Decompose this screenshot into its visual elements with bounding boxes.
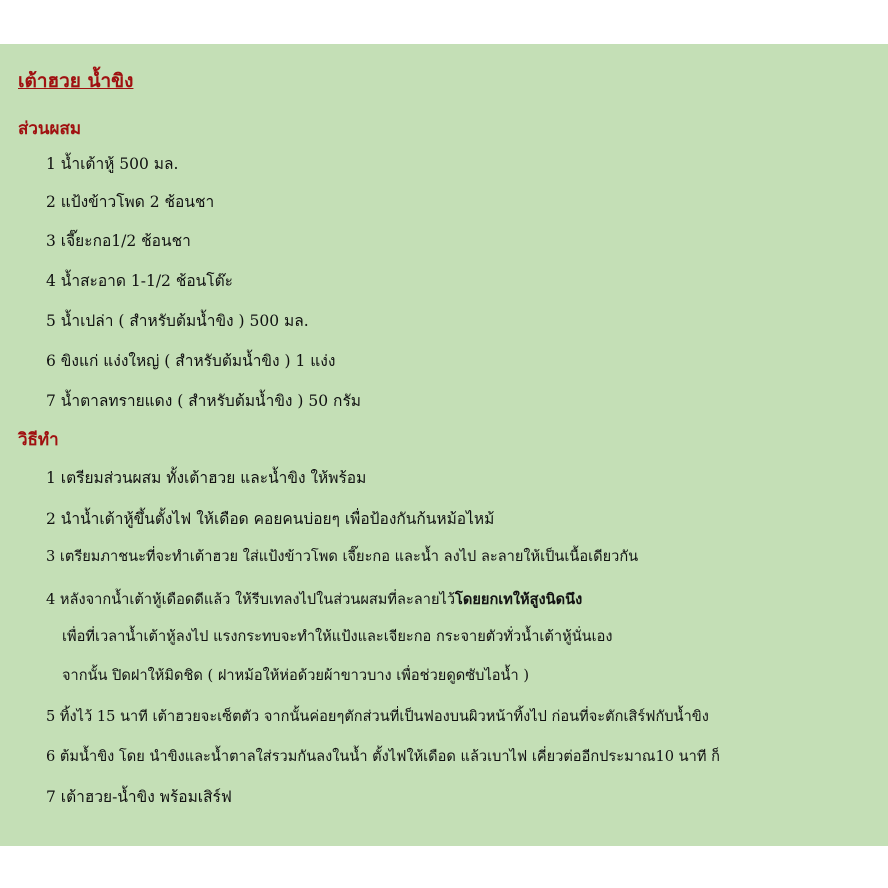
method-step: 7 เต้าฮวย-น้ำขิง พร้อมเสิร์ฟ bbox=[46, 788, 232, 806]
ingredient-item: 7 น้ำตาลทรายแดง ( สำหรับต้มน้ำขิง ) 50 กรัม bbox=[46, 392, 361, 410]
method-step: 3 เตรียมภาชนะที่จะทำเต้าฮวย ใส่แป้งข้าวโพด เจี๊ยะกอ และน้ำ ลงไป ละลายให้เป็นเนื้อเดียวกัน bbox=[46, 548, 639, 565]
method-step: 2 นำน้ำเต้าหู้ขึ้นตั้งไฟ ให้เดือด คอยคนบ่อยๆ เพื่อป้องกันก้นหม้อไหม้ bbox=[46, 510, 495, 528]
ingredient-item: 1 น้ำเต้าหู้ 500 มล. bbox=[46, 155, 179, 173]
method-step-continued: จากนั้น ปิดฝาให้มิดชิด ( ฝาหม้อให้ห่อด้วยผ้าขาวบาง เพื่อช่วยดูดซับไอน้ำ ) bbox=[62, 667, 530, 684]
method-step-continued: เพื่อที่เวลาน้ำเต้าหู้ลงไป แรงกระทบจะทำให้แป้งและเจียะกอ กระจายตัวทั่วน้ำเต้าหู้นั่นเอง bbox=[62, 628, 613, 645]
recipe-title: เต้าฮวย น้ำขิง bbox=[18, 70, 134, 92]
ingredient-item: 5 น้ำเปล่า ( สำหรับต้มน้ำขิง ) 500 มล. bbox=[46, 312, 309, 330]
ingredient-item: 6 ขิงแก่ แง่งใหญ่ ( สำหรับต้มน้ำขิง ) 1 แง่ง bbox=[46, 352, 336, 370]
ingredient-item: 4 น้ำสะอาด 1-1/2 ช้อนโต๊ะ bbox=[46, 272, 233, 290]
method-step: 1 เตรียมส่วนผสม ทั้งเต้าฮวย และน้ำขิง ให้พร้อม bbox=[46, 469, 367, 487]
step-emphasis: โดยยกเทให้สูงนิดนึง bbox=[455, 591, 583, 608]
method-step bbox=[46, 590, 582, 610]
ingredient-item: 3 เจี๊ยะกอ1/2 ช้อนชา bbox=[46, 232, 191, 250]
ingredient-item: 2 แป้งข้าวโพด 2 ช้อนชา bbox=[46, 193, 215, 211]
method-step: 5 ทิ้งไว้ 15 นาที เต้าฮวยจะเซ็ตตัว จากนั้นค่อยๆตักส่วนที่เป็นฟองบนผิวหน้าทิ้งไป ก่อนที่จะตักเสิร์ฟกับน้ำขิง bbox=[46, 708, 709, 725]
method-step: 6 ต้มน้ำขิง โดย นำขิงและน้ำตาลใส่รวมกันลงในน้ำ ตั้งไฟให้เดือด แล้วเบาไฟ เคี่ยวต่ออีกประมาณ10 นาที ก็ bbox=[46, 748, 720, 765]
recipe-card bbox=[0, 44, 888, 846]
step-text: 4 หลังจากน้ำเต้าหู้เดือดดีแล้ว ให้รีบเทลงไปในส่วนผสมที่ละลายไว้ bbox=[46, 591, 456, 608]
method-heading: วิธีทำ bbox=[18, 430, 59, 450]
ingredients-heading: ส่วนผสม bbox=[18, 119, 82, 139]
